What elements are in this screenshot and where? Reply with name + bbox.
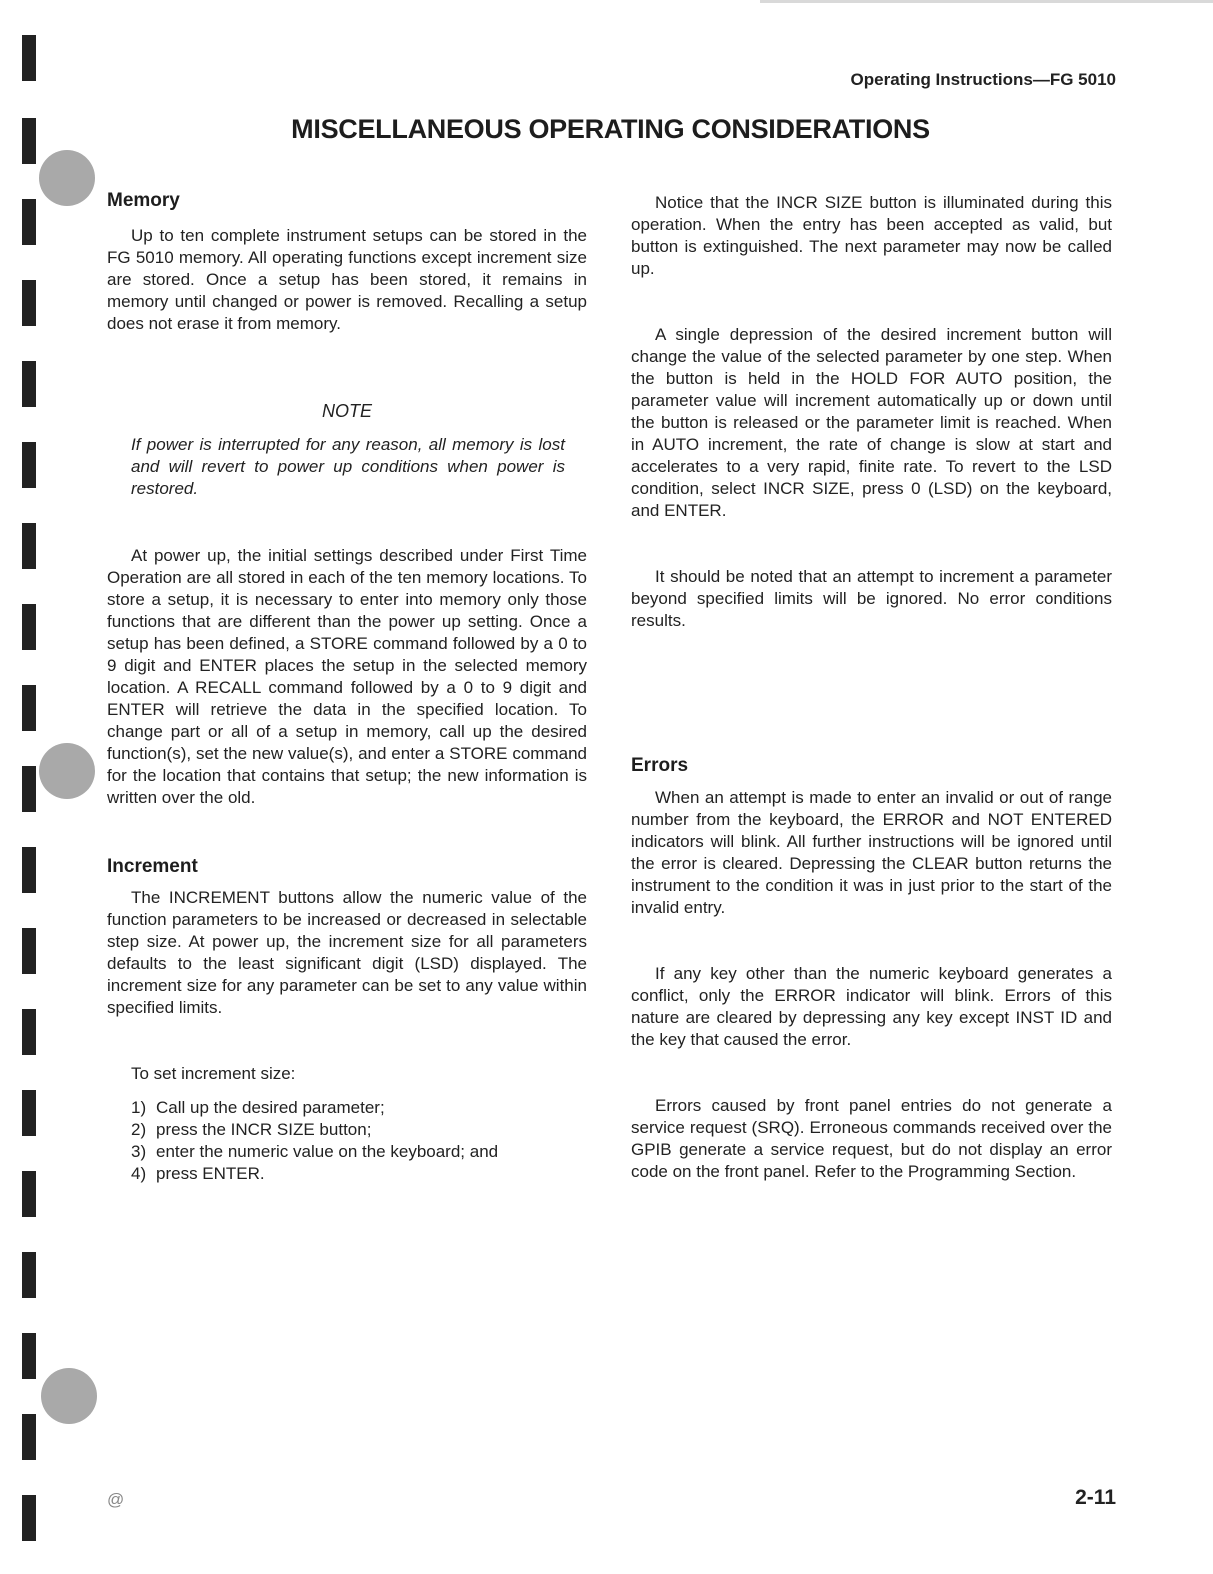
note-title: NOTE: [321, 401, 372, 421]
step-text: press the INCR SIZE button;: [156, 1120, 372, 1139]
memory-heading: Memory: [107, 190, 180, 211]
increment-heading: Increment: [107, 856, 198, 877]
step-text: press ENTER.: [156, 1164, 265, 1183]
right-column: [631, 188, 1112, 1183]
memory-paragraph-2: At power up, the initial settings described under First Time Operation are all stored in each of the ten memory locations. To store a setup, it is necessary to enter into memory only those functions that are different than the power up setting. Once a setup has been defined, a STORE command followed by a 0 to 9 digit and ENTER places the setup in the selected memory location. A RECALL command followed by a 0 to 9 digit and ENTER will retrieve the data in the specified location. To change part or all of a setup in memory, call up the desired function(s), set the new value(s), and enter a STORE command for the location that contains that setup; the new information is written over the old.: [107, 546, 587, 807]
binder-mark: [22, 1495, 36, 1541]
incr-size-paragraph: Notice that the INCR SIZE button is illuminated during this operation. When the entry has been accepted as valid, but button is extinguished. The next parameter may now be called up.: [631, 193, 1112, 278]
binder-mark: [22, 523, 36, 569]
binder-mark: [22, 766, 36, 812]
errors-paragraph-2: If any key other than the numeric keyboard generates a conflict, only the ERROR indicator will blink. Errors of this nature are cleared by depressing any key except INST ID and the key that caused the error.: [631, 964, 1112, 1049]
list-item: [131, 1163, 587, 1185]
step-number: 4): [131, 1164, 147, 1183]
punch-hole: [41, 1368, 97, 1424]
step-number: 1): [131, 1098, 147, 1117]
limits-paragraph: It should be noted that an attempt to increment a parameter beyond specified limits will be ignored. No error conditions results.: [631, 567, 1112, 630]
steps-title: To set increment size:: [131, 1064, 296, 1083]
punch-hole: [39, 150, 95, 206]
binder-mark: [22, 199, 36, 245]
note-text: If power is interrupted for any reason, all memory is lost and will revert to power up conditions when power is restored.: [131, 435, 565, 498]
memory-paragraph-1: Up to ten complete instrument setups can be stored in the FG 5010 memory. All operating functions except increment size are stored. Once a setup has been stored, it remains in memory until changed or power is removed. Recalling a setup does not erase it from memory.: [107, 226, 587, 333]
binder-mark: [22, 1414, 36, 1460]
punch-hole: [39, 743, 95, 799]
binder-mark: [22, 604, 36, 650]
errors-paragraph-3: Errors caused by front panel entries do not generate a service request (SRQ). Erroneous commands received over the GPIB generate a service request, but do not display an error code on the front panel. Refer to the Programming Section.: [631, 1096, 1112, 1181]
step-number: 2): [131, 1120, 147, 1139]
left-column: [107, 188, 587, 1185]
binder-mark: [22, 1009, 36, 1055]
binder-mark: [22, 280, 36, 326]
binder-mark: [22, 442, 36, 488]
page-title: MISCELLANEOUS OPERATING CONSIDERATIONS: [291, 114, 930, 144]
binder-mark: [22, 361, 36, 407]
running-head: Operating Instructions—FG 5010: [850, 70, 1116, 89]
list-item: [131, 1141, 587, 1163]
binder-mark: [22, 1090, 36, 1136]
step-text: Call up the desired parameter;: [156, 1098, 385, 1117]
binder-mark: [22, 1333, 36, 1379]
binder-mark: [22, 1252, 36, 1298]
binder-mark: [22, 685, 36, 731]
step-number: 3): [131, 1142, 147, 1161]
step-text: enter the numeric value on the keyboard; and: [156, 1142, 499, 1161]
errors-heading: Errors: [631, 755, 689, 776]
binder-mark: [22, 847, 36, 893]
scan-edge-line: [760, 0, 1213, 3]
steps-list: [131, 1097, 587, 1185]
list-item: [131, 1119, 587, 1141]
list-item: [131, 1097, 587, 1119]
errors-paragraph-1: When an attempt is made to enter an invalid or out of range number from the keyboard, the ERROR and NOT ENTERED indicators will blink. All further instructions will be ignored until the error is cleared. Depressing the CLEAR button returns the instrument to the condition it was in just prior to the start of the invalid entry.: [631, 788, 1112, 917]
copyright-mark: @: [107, 1490, 125, 1509]
increment-paragraph: The INCREMENT buttons allow the numeric value of the function parameters to be increased or decreased in selectable step size. At power up, the increment size for all parameters defaults to the least significant digit (LSD) displayed. The increment size for any parameter can be set to any value within specified limits.: [107, 888, 587, 1017]
binder-mark: [22, 1171, 36, 1217]
auto-increment-paragraph: A single depression of the desired increment button will change the value of the selected parameter by one step. When the button is held in the HOLD FOR AUTO position, the parameter value will increment automatically up or down until the button is released or the parameter limit is reached. When in AUTO increment, the rate of change is slow at start and accelerates to a very rapid, finite rate. To revert to the LSD condition, select INCR SIZE, press 0 (LSD) on the keyboard, and ENTER.: [631, 325, 1112, 520]
binder-mark: [22, 928, 36, 974]
page-number: 2-11: [1075, 1486, 1116, 1509]
binder-mark: [22, 35, 36, 81]
